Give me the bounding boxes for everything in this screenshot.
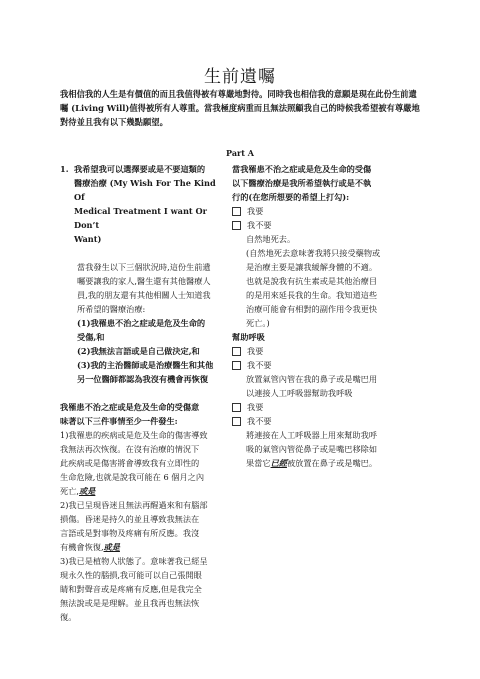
- checkbox-icon[interactable]: [232, 417, 241, 426]
- condition-3: 另一位醫師都認為我沒有機會再恢復: [77, 374, 209, 384]
- question-line: Medical Treatment I want Or Don’t: [74, 206, 207, 230]
- wishes-heading: 當我罹患不治之症或是危及生命的受傷: [232, 164, 372, 174]
- question-heading: [60, 162, 226, 246]
- left-column: [60, 162, 226, 624]
- checkbox-option[interactable]: [232, 218, 424, 232]
- section-heading: 味著以下三件事情至少一件發生:: [60, 416, 178, 426]
- situation-2: 有機會恢復,或是: [60, 542, 120, 552]
- checkbox-icon[interactable]: [232, 221, 241, 230]
- checkbox-icon[interactable]: [232, 207, 241, 216]
- condition-1: 受傷,和: [77, 332, 105, 342]
- text-line: 所希望的醫療治療:: [77, 304, 146, 314]
- situation-3: 現永久性的腦損,我可能可以自己張開眼: [60, 570, 202, 580]
- option-label: 我不要: [247, 416, 272, 426]
- question-line: 我希望我可以選擇要或是不要這類的: [74, 164, 206, 174]
- wishes-heading: 以下醫療治療是我所希望執行或是不執: [232, 178, 372, 188]
- section-heading: 我罹患不治之症或是危及生命的受傷意: [60, 402, 200, 412]
- situation-3: 3)我已是植物人狀態了。意味著我已經呈: [60, 556, 208, 566]
- intubation-description: 放置氣管內管在我的鼻子或是嘴巴用 以連接人工呼吸器幫助我呼吸: [246, 374, 378, 398]
- situation-2: 2)我已呈現昏迷且無法再醒過來和有腦部: [60, 500, 208, 510]
- situation-1: 生命危險,也就是說我可能在 6 個月之內: [60, 472, 205, 482]
- conditions-paragraph: [60, 260, 226, 386]
- question-number: 1.: [60, 164, 69, 174]
- document-title: 生前遺囑: [204, 67, 276, 87]
- extubation-description: 將連接在人工呼吸器上用來幫助我呼 吸的氣管內管從鼻子或是嘴巴移除如 果當它已經被放置在鼻子或是嘴巴。: [246, 430, 378, 468]
- situation-2: 言語或是對事物及疼痛有所反應。我沒: [60, 528, 200, 538]
- option-label: 我要: [247, 206, 264, 216]
- right-column: [232, 162, 424, 470]
- situation-3: 睛和對聲音或是疼痛有反應,但是我完全: [60, 584, 202, 594]
- text-line: 員,我的朋友還有其他相關人士知道我: [77, 290, 211, 300]
- natural-death-description: 自然地死去。 (自然地死去意味著我將只接受藥物或 是治療主要是讓我緩解身體的不適。 也就是說我有抗生素或是其他治療目 的是用來延長我的生命。我知道這些 治療可能會有相對的副作用令我更快 死亡。): [246, 234, 381, 328]
- condition-1: (1)我罹患不治之症或是危及生命的: [77, 318, 206, 328]
- situation-1: 此疾病或是傷害將會導致我有立即性的: [60, 458, 200, 468]
- breathing-heading: 幫助呼吸: [232, 332, 265, 342]
- option-label: 我要: [247, 402, 264, 412]
- part-label: Part A: [226, 148, 254, 158]
- situation-3: 復。: [60, 612, 77, 622]
- question-line: 醫療治療 (My Wish For The Kind Of: [74, 178, 216, 202]
- situation-1: 我無法再次恢復。在沒有治療的情況下: [60, 444, 200, 454]
- checkbox-icon[interactable]: [232, 403, 241, 412]
- or-label: 或是: [78, 486, 96, 496]
- checkbox-option[interactable]: [232, 344, 424, 358]
- wishes-heading: 行的(在您所想要的希望上打勾):: [232, 192, 350, 202]
- checkbox-icon[interactable]: [232, 347, 241, 356]
- condition-3: (3)我的主治醫師或是治療醫生和其他: [77, 360, 214, 370]
- checkbox-option[interactable]: [232, 204, 424, 218]
- checkbox-option[interactable]: [232, 414, 424, 428]
- text-line: 當我發生以下三個狀況時,這份生前遺: [77, 262, 211, 272]
- checkbox-option[interactable]: [232, 400, 424, 414]
- situation-1: 死亡,或是: [60, 486, 96, 496]
- situation-1: 1)我罹患的疾病或是危及生命的傷害導致: [60, 430, 208, 440]
- text-line: 囑要讓我的家人,醫生還有其他醫療人: [77, 276, 211, 286]
- condition-2: (2)我無法言語或是自己做決定,和: [77, 346, 200, 356]
- checkbox-icon[interactable]: [232, 361, 241, 370]
- situation-2: 損傷。昏迷是持久的並且導致我無法在: [60, 514, 200, 524]
- option-label: 我不要: [247, 220, 272, 230]
- emphasis-mark: 已經: [270, 458, 287, 468]
- intro-paragraph: 我相信我的人生是有價值的而且我值得被有尊嚴地對待。同時我也相信我的意願是現在此份生前遺囑 (Living Will)值得被所有人尊重。當我極度病重而且無法照顧我自己的時候我希望被有尊嚴地對待並且我有以下幾點願望。: [60, 89, 420, 127]
- option-label: 我要: [247, 346, 264, 356]
- option-label: 我不要: [247, 360, 272, 370]
- question-line: Want): [74, 234, 102, 244]
- checkbox-option[interactable]: [232, 358, 424, 372]
- or-label: 或是: [103, 542, 120, 552]
- situation-3: 無法說或是是理解。並且我再也無法恢: [60, 598, 200, 608]
